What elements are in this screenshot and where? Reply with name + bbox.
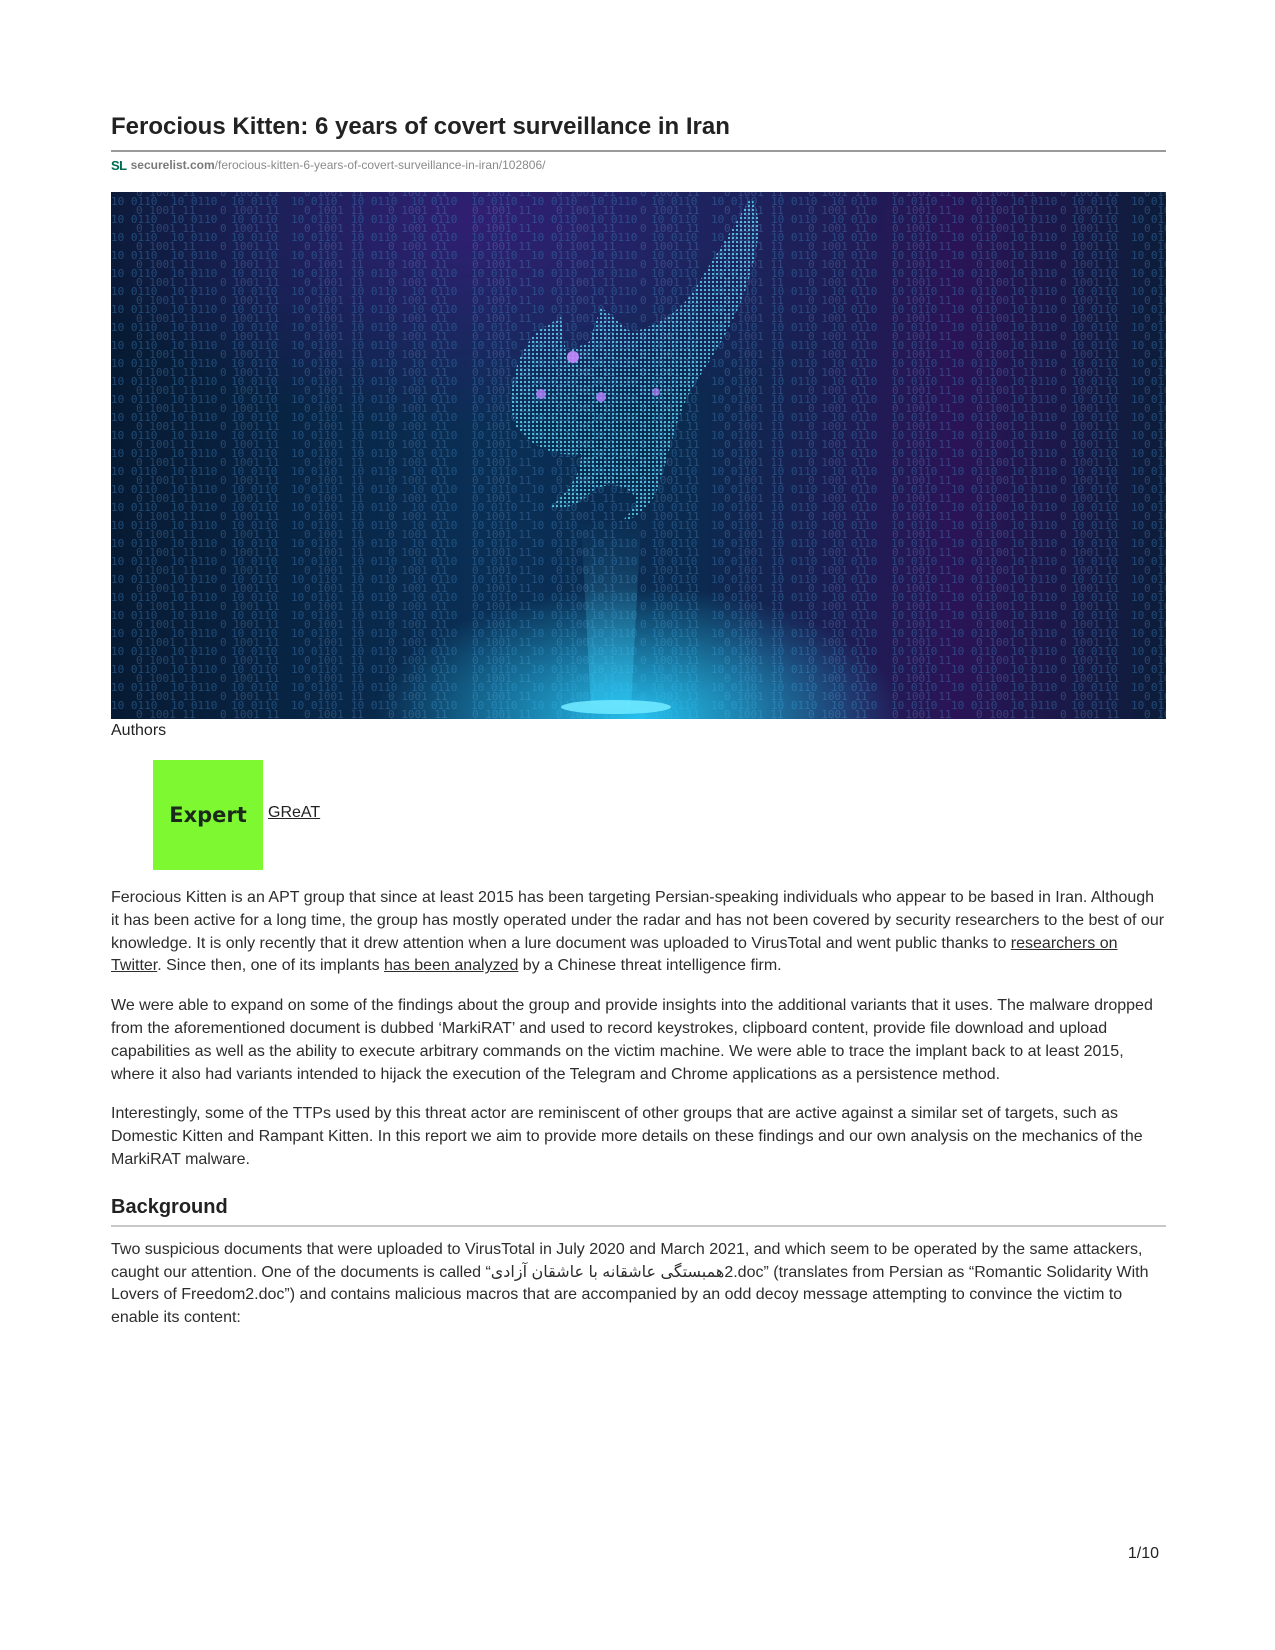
hero-image <box>111 192 1166 719</box>
paragraph-ttps: Interestingly, some of the TTPs used by this threat actor are reminiscent of other groups that are active against a similar set of targets, such as Domestic Kitten and Rampant Kitten. In this report we aim to provide more details on these findings and our own analysis on the mechanics of the MarkiRAT malware. <box>111 1105 1143 1168</box>
researchers-twitter-link[interactable]: researchers on Twitter <box>111 934 1118 975</box>
article <box>111 112 1166 1330</box>
expert-badge-icon[interactable] <box>153 760 263 870</box>
paragraph-text: Ferocious Kitten is an APT group that since at least 2015 has been targeting Persian-speaking individuals who appear to be based in Iran. Although it has been active for a long time, the group has mostly operated under the radar and has not been covered by security researchers to the best of our knowledge. It is only recently that it drew attention when a lure document was uploaded to VirusTotal and went public thanks to <box>111 889 1165 952</box>
article-title: Ferocious Kitten: 6 years of covert surveillance in Iran <box>111 112 1166 152</box>
analyzed-link[interactable]: has been analyzed <box>384 957 519 975</box>
section-heading-background: Background <box>111 1196 1166 1227</box>
author-link[interactable]: GReAT <box>268 804 321 821</box>
source-line <box>111 157 1166 173</box>
securelist-logo-icon: SL <box>111 157 127 173</box>
persian-filename: 2همبستگی عاشقانه با عاشقان آزادی <box>490 1263 734 1281</box>
paragraph-background <box>111 1239 1166 1330</box>
author-entry <box>153 760 1166 870</box>
paragraph-text: . Since then, one of its implants <box>157 957 385 975</box>
authors-label: Authors <box>111 722 167 739</box>
source-domain[interactable]: securelist.com <box>130 158 215 172</box>
page-number: 1/10 <box>1127 1545 1159 1562</box>
paragraph-text: by a Chinese threat intelligence firm. <box>518 957 782 975</box>
paragraph-text: .doc” (translates from Persian as “Romantic Solidarity With Lovers of Freedom2.doc”) and contains malicious macros that are accompanied by an odd decoy message attempting to convince the victim to enable its content: <box>111 1263 1149 1327</box>
source-path[interactable]: /ferocious-kitten-6-years-of-covert-surveillance-in-iran/102806/ <box>214 158 546 172</box>
expert-badge-text: Expert <box>169 803 247 827</box>
paragraph-text: Two suspicious documents that were uploaded to VirusTotal in July 2020 and March 2021, and which seem to be operated by the same attackers, caught our attention. One of the documents is called “ <box>111 1240 1143 1281</box>
paragraph-markirat: We were able to expand on some of the findings about the group and provide insights into the additional variants that it uses. The malware dropped from the aforementioned document is dubbed ‘MarkiRAT’ and used to record keystrokes, clipboard content, provide file download and upload capabilities as well as the ability to execute arbitrary commands on the victim machine. We were able to trace the implant back to at least 2015, where it also had variants intended to hijack the execution of the Telegram and Chrome applications as a persistence method. <box>111 997 1153 1083</box>
paragraph-intro <box>111 887 1166 978</box>
